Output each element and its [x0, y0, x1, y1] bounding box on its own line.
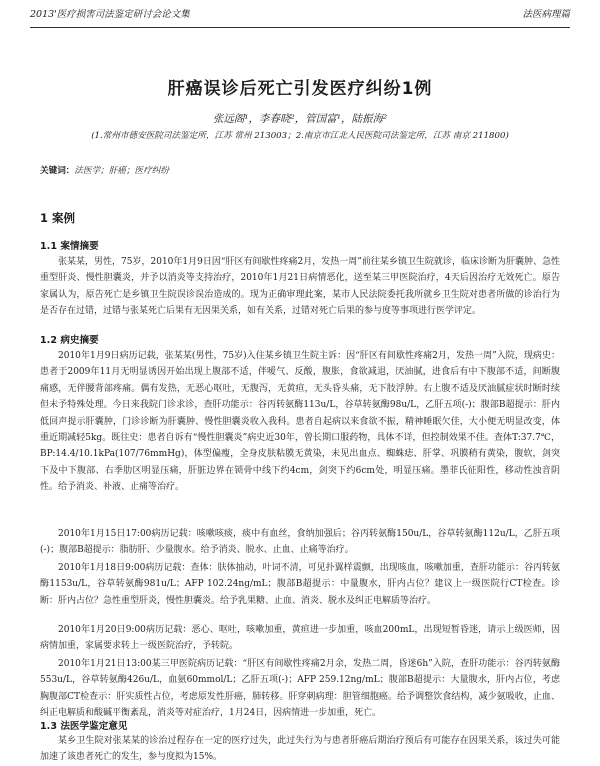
- subsection-case-summary: 1.1 案情摘要: [40, 241, 99, 252]
- keywords-text: 法医学；肝癌；医疗纠纷: [74, 166, 169, 176]
- article-title: 肝癌误诊后死亡引发医疗纠纷1例: [167, 79, 433, 99]
- section-heading: 1 案例: [40, 211, 76, 225]
- affiliation: (1.常州市德安医院司法鉴定所，江苏 常州 213003；2.南京市江北人民医院司法鉴定所，江苏 南京 211800): [91, 131, 509, 141]
- paragraph-history-4: 2010年1月20日9:00病历记载：恶心、呕吐，咳嗽加重，黄疸进一步加重，咳血200mL，出现短暂昏迷，请示上级医师，因病情加重，家属要求转上一级医院治疗，予转院。: [40, 625, 560, 652]
- header-rule: [30, 27, 570, 28]
- subsection-history: 1.2 病史摘要: [40, 335, 99, 346]
- header-left: 2013'医疗损害司法鉴定研讨会论文集: [30, 9, 190, 20]
- keywords-label: 关键词：: [40, 166, 75, 176]
- paragraph-history-2: 2010年1月15日17:00病历记载：咳嗽咳痰，痰中有血丝，食纳加强后；谷丙转氨酶150u/L，谷草转氨酶112u/L，乙肝五项(-)；腹部B超提示：脂肪肝、少量腹水。给予消炎、脱水、止血、止痛等治疗。: [40, 529, 560, 556]
- paragraph-history-5: 2010年1月21日13:00某三甲医院病历记载：“肝区有间歇性疼痛2月余，发热二周，昏迷6h”入院，查肝功能示：谷丙转氨酶553u/L，谷草转氨酶426u/L，血氨60mmol/L；乙肝五项(-)；AFP 259.12ng/mL；腹部B超提示：大量腹水，肝内占位，考虑胸腹部CT检查示：肝实质性占位，考虑原发性肝癌，肺转移。肝穿刺病理：胆管细胞癌。给予调整饮食结构，减少氨吸收，止血、纠正电解质和酸碱平衡紊乱，消炎等对症治疗，1月24日，因病情进一步加重，死亡。: [40, 659, 560, 719]
- paragraph-history-3: 2010年1月18日9:00病历记载：查体：肤体抽动，叶词不清，可见扑翼样震颤，出现咳血，咳嗽加重，查肝功能示：谷丙转氨酶1153u/L，谷草转氨酶981u/L；AFP 102.24ng/mL；腹部B超提示：中量腹水，肝内占位？建议上一级医院行CT检查。诊断：肝内占位？急性重型肝炎，慢性胆囊炎。给予乳果糖、止血、消炎、脱水及纠正电解质等治疗。: [40, 563, 560, 606]
- subsection-forensic-opinion: 1.3 法医学鉴定意见: [40, 721, 128, 732]
- paragraph-forensic-opinion: 某乡卫生院对张某某的诊治过程存在一定的医疗过失，此过失行为与患者肝癌后期治疗预后有可能存在因果关系，该过失可能加速了该患者死亡的发生，参与度拟为15%。: [40, 736, 560, 763]
- running-header: [30, 6, 570, 24]
- header-right: 法医病理篇: [522, 9, 570, 20]
- authors: 张远阁¹，李春晓²，管国富¹，陆振海²: [212, 113, 388, 125]
- paragraph-case-summary: 张某某，男性，75岁，2010年1月9日因“肝区有间歇性疼痛2月，发热一周”前往某乡镇卫生院就诊，临床诊断为肝囊肿、急性重型肝炎、慢性胆囊炎，并予以消炎等支持治疗，2010年1月21日病情恶化，送至某三甲医院治疗，4天后因治疗无效死亡。原告家属认为，原告死亡是乡镇卫生院误诊误治造成的。现为正确审理此案，某市人民法院委托我所就乡卫生院对患者所做的诊治行为是否存在过错，过错与张某死亡后果有无因果关系，如有关系，过错对死亡后果的参与度等事项进行医学评定。: [40, 257, 560, 317]
- keywords: [40, 164, 560, 176]
- paragraph-history-1: 2010年1月9日病历记载，张某某(男性，75岁)入住某乡镇卫生院主诉：因“肝区有间歇性疼痛2月，发热一周”入院，现病史：患者于2009年11月无明显诱因开始出现上腹部不适，伴嗳气、反酸，腹胀，食欲减退，厌油腻，进食后有中下腹部不适，间断腹痛感，无伴腰背部疼痛。偶有发热，无恶心呕吐，无腹泻，无黄疸，无头昏头痛，无下肢浮肿。右上腹不适及厌油腻症状时断时续但未予特殊处理。今日来我院门诊求诊，查肝功能示：谷丙转氨酶113u/L，谷草转氨酶98u/L，乙肝五项(-)；腹部B超提示：肝内低回声提示肝囊肿，门诊诊断为肝囊肿、慢性胆囊炎收入我科。患者自起病以来食欲不振，精神睡眠欠佳，大小便无明显改变，体重近期减轻5kg。既往史：患者自诉有“慢性胆囊炎”病史近30年，曾长期口服药物，具体不详，但控制效果不佳。查体T:37.7℃，BP:14.4/10.1kPa(107/76mmHg)，体型偏瘦，全身皮肤粘膜无黄染，未见出血点、蜘蛛痣、肝掌、巩膜稍有黄染，腹软，剑突下及中下腹部、右季肋区明显压痛，肝脏边界在锁骨中线下约4cm，剑突下约6cm处，明显压痛。墨菲氏征阳性，移动性浊音阴性。给予消炎、补液、止痛等治疗。: [40, 351, 560, 493]
